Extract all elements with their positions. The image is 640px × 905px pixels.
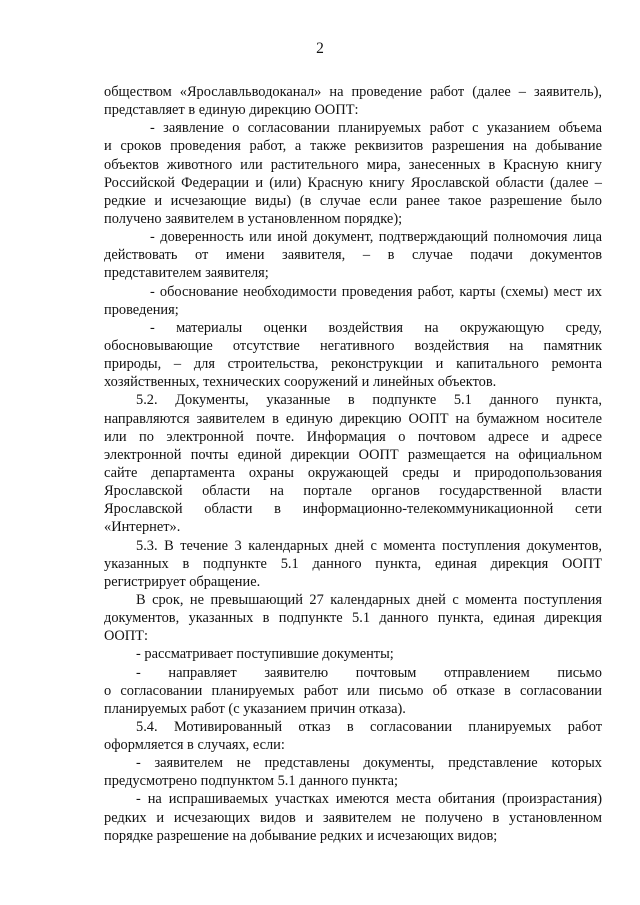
text-line: - рассматривает поступившие документы; bbox=[136, 646, 394, 663]
text-line: действовать от имени заявителя, – в случае подачи документов bbox=[104, 247, 602, 264]
text-line: планируемых работ (с указанием причин отказа). bbox=[104, 700, 406, 717]
text-line: или по электронной почте. Информация о почтовом адресе и адресе bbox=[104, 428, 602, 445]
text-line: обществом «Ярославльводоканал» на проведение работ (далее – заявитель), bbox=[104, 84, 602, 100]
text-line: 5.2. Документы, указанные в подпункте 5.1 данного пункта, bbox=[136, 392, 602, 409]
text-line: проведения; bbox=[104, 301, 179, 318]
text-line: объектов животного или растительного мира, занесенных в Красную книгу bbox=[104, 156, 602, 173]
text-line: предусмотрено подпунктом 5.1 данного пункта; bbox=[104, 773, 399, 790]
text-line: - направляет заявителю почтовым отправлением письмо bbox=[136, 664, 602, 681]
text-line: оформляется в случаях, если: bbox=[104, 737, 285, 754]
text-line: В срок, не превышающий 27 календарных дней с момента поступления bbox=[136, 591, 602, 608]
text-line: Ярославской области на портале органов государственной власти bbox=[104, 483, 602, 500]
text-line: - материалы оценки воздействия на окружающую среду, bbox=[150, 319, 602, 336]
text-line: и сроков проведения работ, а также реквизитов разрешения на добывание bbox=[104, 138, 602, 155]
text-line: Ярославской области в информационно-телекоммуникационной сети bbox=[104, 501, 602, 518]
text-line: сайте департамента охраны окружающей среды и природопользования bbox=[104, 464, 602, 481]
text-line: - доверенность или иной документ, подтверждающий полномочия лица bbox=[150, 229, 602, 246]
text-line: - заявление о согласовании планируемых работ с указанием объема bbox=[150, 120, 602, 137]
text-line: 5.4. Мотивированный отказ в согласовании планируемых работ bbox=[136, 718, 602, 735]
text-line: Российской Федерации и (или) Красную книгу Ярославской области (далее – bbox=[104, 174, 602, 191]
text-line: - заявителем не представлены документы, представление которых bbox=[136, 755, 602, 772]
text-line: «Интернет». bbox=[104, 519, 181, 536]
text-line: обосновывающие отсутствие негативного воздействия на памятник bbox=[104, 337, 602, 354]
text-line: получено заявителем в установленном порядке); bbox=[104, 210, 403, 227]
text-line: регистрирует обращение. bbox=[104, 573, 261, 590]
text-line: направляются заявителем в единую дирекцию ООПТ на бумажном носителе bbox=[104, 410, 602, 427]
page-number: 2 bbox=[316, 40, 324, 57]
text-line: природы, – для строительства, реконструкции и капитального ремонта bbox=[104, 356, 602, 373]
text-line: документов, указанных в подпункте 5.1 данного пункта, единая дирекция bbox=[104, 610, 602, 627]
text-line: - обоснование необходимости проведения работ, карты (схемы) мест их bbox=[150, 283, 602, 300]
text-line: редких и исчезающих видов и заявителем не получено в установленном bbox=[104, 809, 602, 826]
text-line: представляет в единую дирекцию ООПТ: bbox=[104, 102, 359, 119]
text-line: - на испрашиваемых участках имеются места обитания (произрастания) bbox=[136, 791, 602, 808]
text-line: ООПТ: bbox=[104, 628, 148, 645]
text-line: представителем заявителя; bbox=[104, 265, 269, 282]
text-line: электронной почты единой дирекции ООПТ размещается на официальном bbox=[104, 446, 602, 463]
text-line: порядке разрешение на добывание редких и исчезающих видов; bbox=[104, 827, 498, 844]
text-line: хозяйственных, технических сооружений и линейных объектов. bbox=[104, 374, 497, 391]
text-line: о согласовании планируемых работ или письмо об отказе в согласовании bbox=[104, 682, 602, 699]
text-line: редкие и исчезающие виды) (в случае если ранее такое разрешение было bbox=[104, 192, 602, 209]
text-line: указанных в подпункте 5.1 данного пункта, единая дирекция ООПТ bbox=[104, 555, 602, 572]
text-line: 5.3. В течение 3 календарных дней с момента поступления документов, bbox=[136, 537, 602, 554]
document-body bbox=[104, 83, 602, 845]
